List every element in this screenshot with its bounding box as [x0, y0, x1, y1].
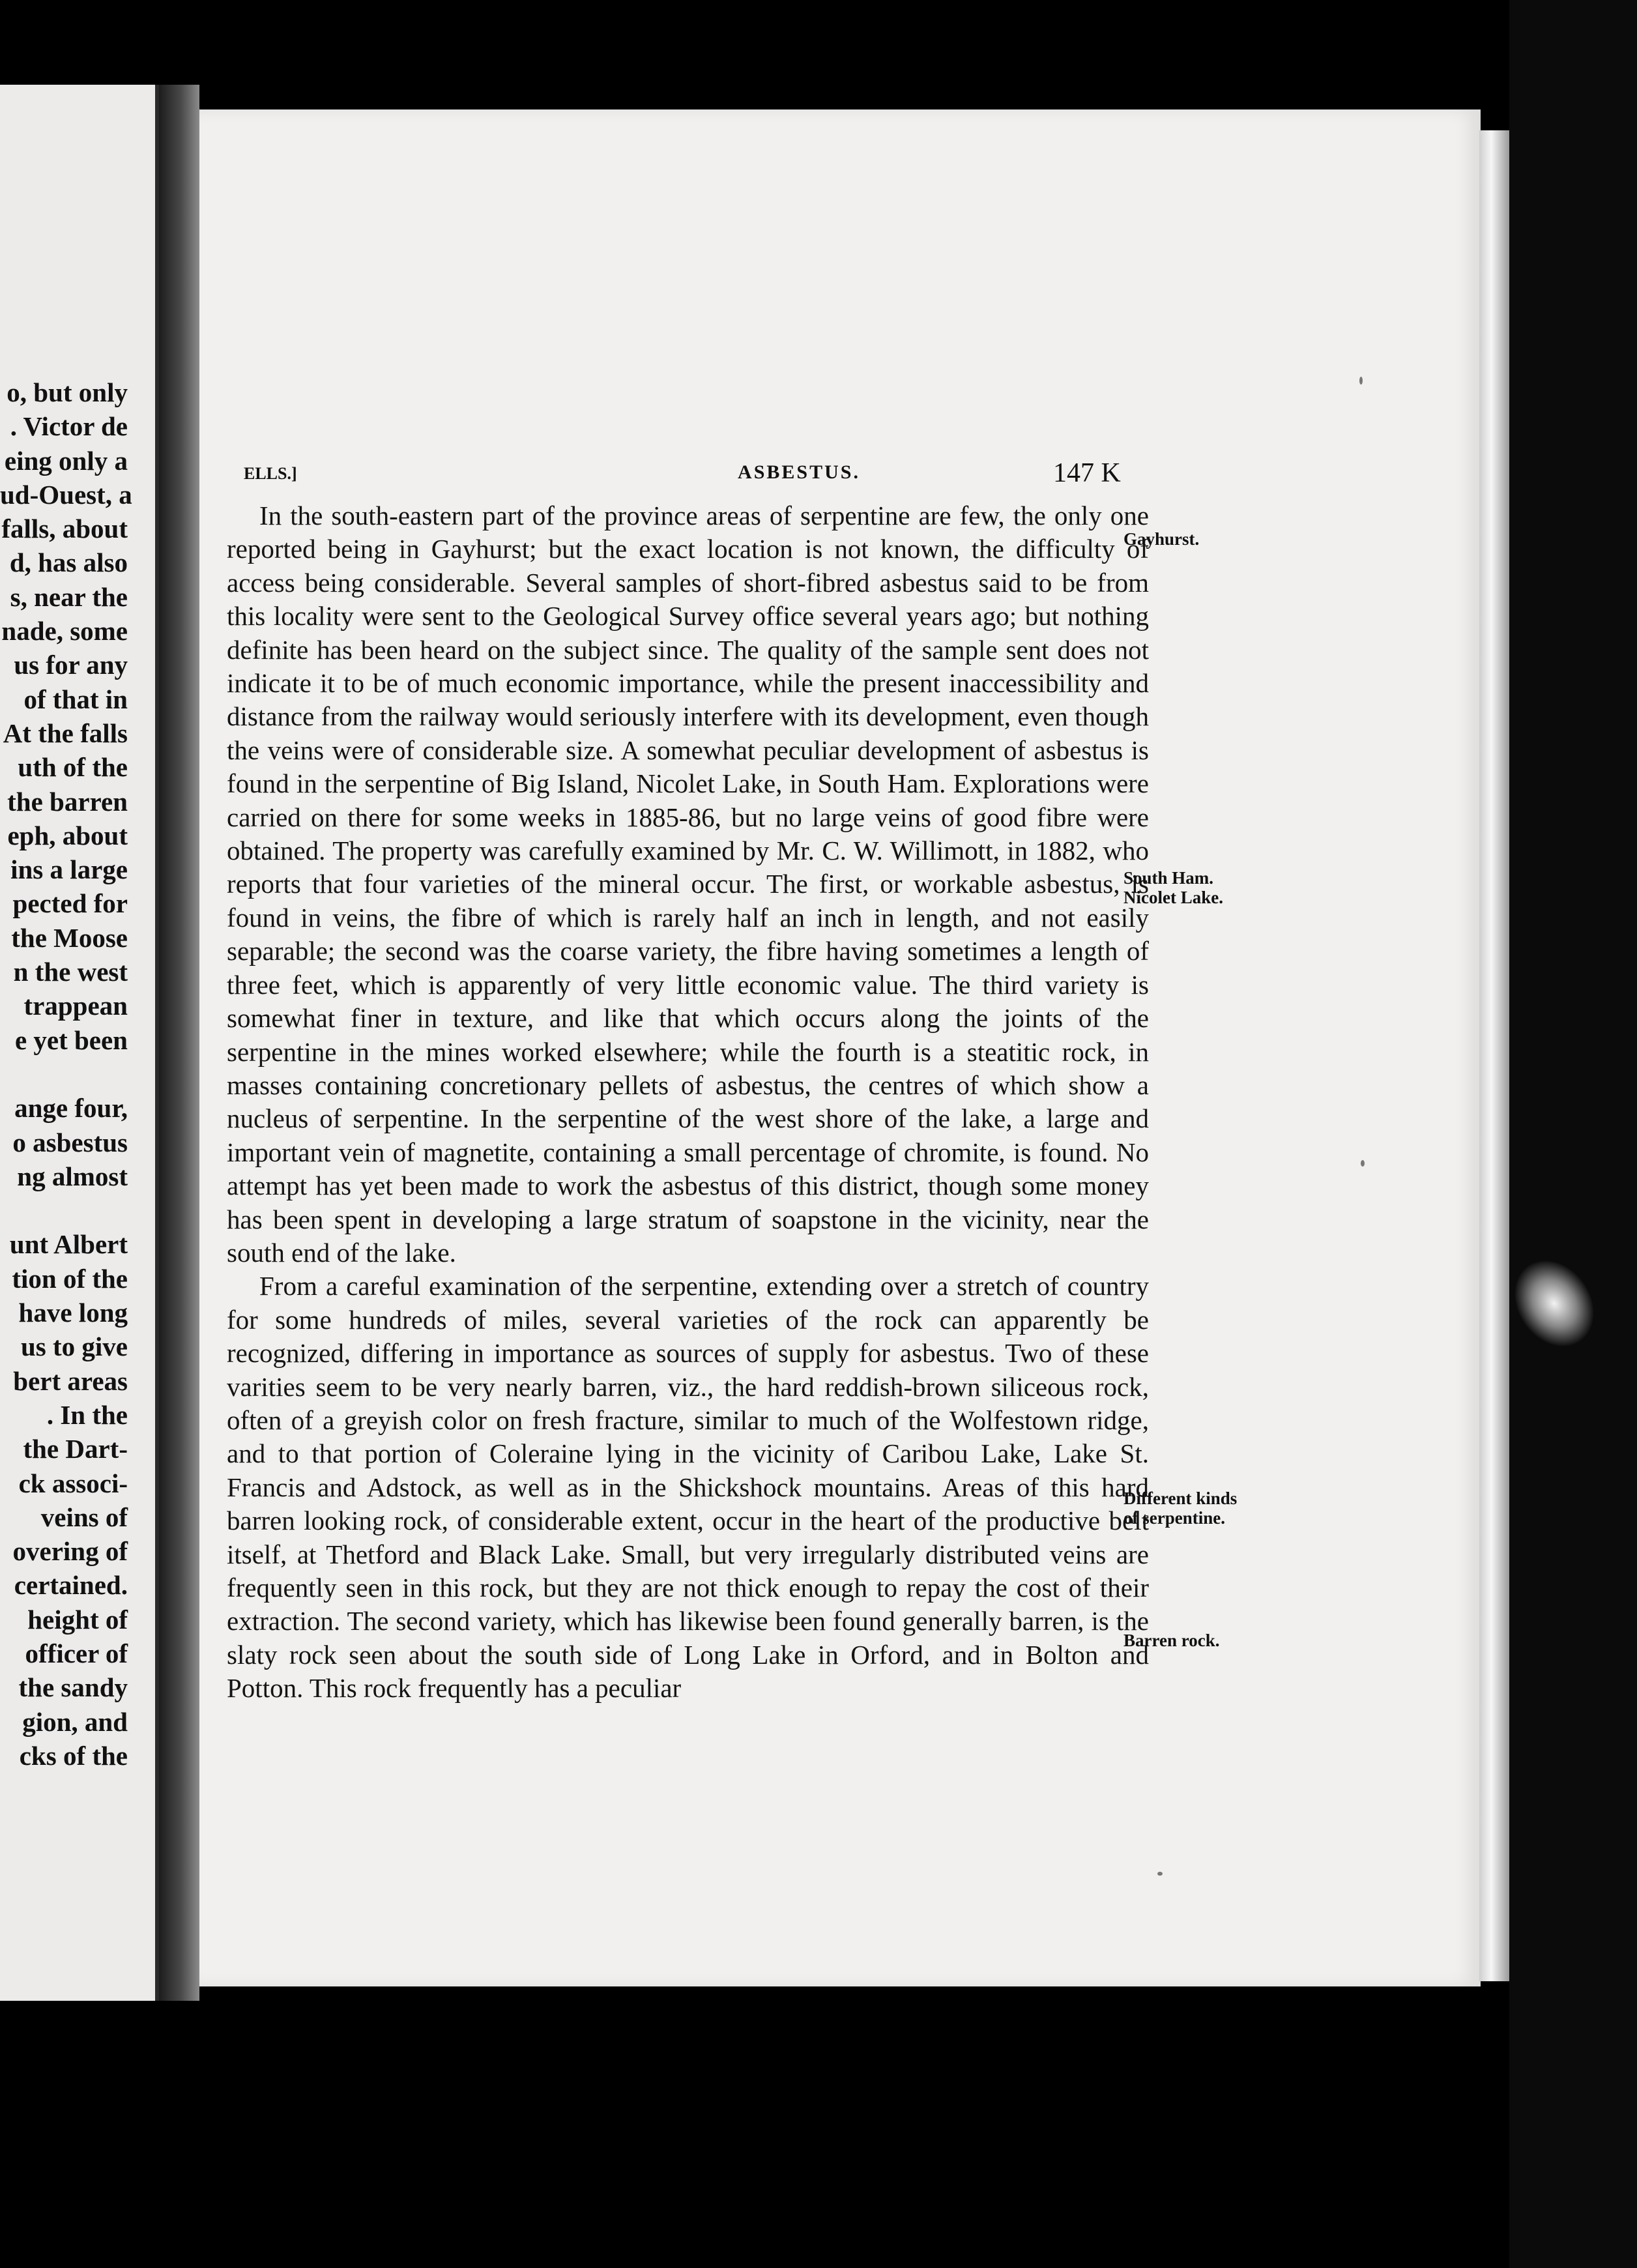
book-gutter [159, 85, 199, 2001]
left-page-line: certained. [14, 1570, 128, 1601]
right-page [199, 109, 1481, 1986]
author-signature: ELLS.] [244, 464, 297, 483]
paper-speck [1359, 377, 1363, 385]
margin-note-line: of serpentine. [1123, 1508, 1225, 1528]
left-page-line: tion of the [12, 1263, 128, 1294]
left-page-line: us for any [14, 650, 128, 680]
paper-speck [1361, 1160, 1365, 1167]
margin-note-line: South Ham. [1123, 868, 1214, 888]
left-page-line: s, near the [10, 581, 128, 612]
left-page-line: e yet been [14, 1025, 128, 1055]
body-text [227, 499, 1149, 1706]
dark-background [1509, 0, 1637, 2268]
left-page-line: uth of the [18, 752, 128, 783]
left-page-line [0, 1193, 155, 1227]
left-page-line: nade, some [1, 616, 128, 647]
left-page-line: gion, and [22, 1706, 128, 1737]
margin-note-barren-rock [1123, 1631, 1220, 1650]
left-page-line: trappean [23, 991, 128, 1021]
margin-note-gayhurst [1123, 529, 1199, 549]
margin-note-text: Barren rock. [1123, 1631, 1220, 1650]
page-number: 147 K [1053, 458, 1121, 488]
left-page-line: cks of the [19, 1740, 128, 1771]
left-page-line: the Dart- [23, 1434, 128, 1464]
left-page-line: bert areas [13, 1365, 128, 1396]
left-page-line: o asbestus [12, 1127, 128, 1157]
margin-note-text: Gayhurst. [1123, 529, 1200, 549]
left-page-line: ange four, [14, 1093, 128, 1124]
page-edge [1479, 130, 1509, 1981]
paper-speck [1157, 1872, 1163, 1876]
left-facing-page [0, 85, 159, 2001]
left-page-line: ck associ- [18, 1468, 128, 1498]
left-page-line: d, has also [9, 547, 128, 578]
left-page-line: officer of [25, 1638, 128, 1668]
left-page-line: ud-Ouest, a [0, 479, 132, 510]
left-page-line: the Moose [11, 922, 128, 953]
left-page-line: us to give [21, 1331, 128, 1362]
left-page-line: height of [27, 1604, 128, 1635]
left-page-line: . In the [46, 1399, 128, 1430]
page-header [199, 458, 1481, 494]
left-page-line [0, 1057, 155, 1091]
left-page-line: ng almost [17, 1161, 128, 1191]
margin-note-line: Different kinds [1123, 1489, 1238, 1508]
running-title: ASBESTUS. [738, 461, 860, 483]
margin-note-south-ham [1123, 868, 1223, 907]
margin-note-different-kinds [1123, 1489, 1237, 1528]
paragraph-1: In the south-eastern part of the province areas of serpentine are few, the only one reported being in Gayhurst; but the exact location is not known, the difficulty of access being considerable. Several samples of short-fibred asbestus said to be from this locality were sent to the Geological Survey office several years ago; but nothing definite has been heard on the subject since. The quality of the sample sent does not indicate it to be of much economic importance, while the present inaccessibility and distance from the railway would seriously interfere with its development, even though the veins were of considerable size. A somewhat peculiar development of asbestus is found in the serpentine of Big Island, Nicolet Lake, in South Ham. Explorations were carried on there for some weeks in 1885-86, but no large veins of good fibre were obtained. The property was carefully examined by Mr. C. W. Willimott, in 1882, who reports that four varieties of the mineral occur. The first, or workable asbestus, is found in veins, the fibre of which is rarely half an inch in length, and not easily separable; the second was the coarse variety, the fibre having sometimes a length of three feet, which is apparently of very little economic value. The third variety is somewhat finer in texture, and like that which occurs along the joints of the serpentine in the mines worked elsewhere; while the fourth is a steatitic rock, in masses containing concretionary pellets of asbestus, the centres of which show a nucleus of serpentine. In the serpentine of the west shore of the lake, a large and important vein of magnetite, containing a small percentage of chromite, is found. No attempt has yet been made to work the asbestus of this district, though some money has been spent in developing a large stratum of soapstone in the vicinity, near the south end of the lake. [227, 501, 1149, 1268]
left-page-line: have long [18, 1298, 128, 1328]
left-page-line: unt Albert [9, 1229, 128, 1260]
left-page-text [0, 375, 155, 1773]
left-page-line: ins a large [10, 854, 128, 885]
left-page-line: falls, about [1, 514, 128, 544]
left-page-line: of that in [23, 684, 128, 714]
left-page-line: . Victor de [10, 411, 128, 442]
left-page-line: the sandy [18, 1672, 128, 1703]
left-page-line: eph, about [7, 820, 128, 850]
left-page-line: o, but only [7, 377, 128, 407]
left-page-line: overing of [12, 1536, 128, 1567]
left-page-line: At the falls [3, 718, 128, 748]
left-page-line: eing only a [4, 445, 128, 476]
margin-note-line: Nicolet Lake. [1123, 888, 1223, 907]
left-page-line: the barren [7, 786, 128, 817]
left-page-line: pected for [12, 888, 128, 919]
paragraph-2: From a careful examination of the serpentine, extending over a stretch of country for some hundreds of miles, several varieties of the rock can apparently be recognized, differing in importance as sources of supply for asbestus. Two of these varities seem to be very nearly barren, viz., the hard reddish-brown siliceous rock, often of a greyish color on fresh fracture, similar to much of the Wolfestown ridge, and to that portion of Coleraine lying in the vicinity of Caribou Lake, Lake St. Francis and Adstock, as well as in the Shickshock mountains. Areas of this hard barren looking rock, of considerable extent, occur in the heart of the productive belt itself, at Thetford and Black Lake. Small, but very irregularly distributed veins are frequently seen in this rock, but they are not thick enough to repay the cost of their extraction. The second variety, which has likewise been found generally barren, is the slaty rock seen about the south side of Long Lake in Orford, and in Bolton and Potton. This rock frequently has a peculiar [227, 1271, 1149, 1704]
left-page-line: veins of [40, 1502, 128, 1532]
left-page-line: n the west [13, 957, 128, 987]
